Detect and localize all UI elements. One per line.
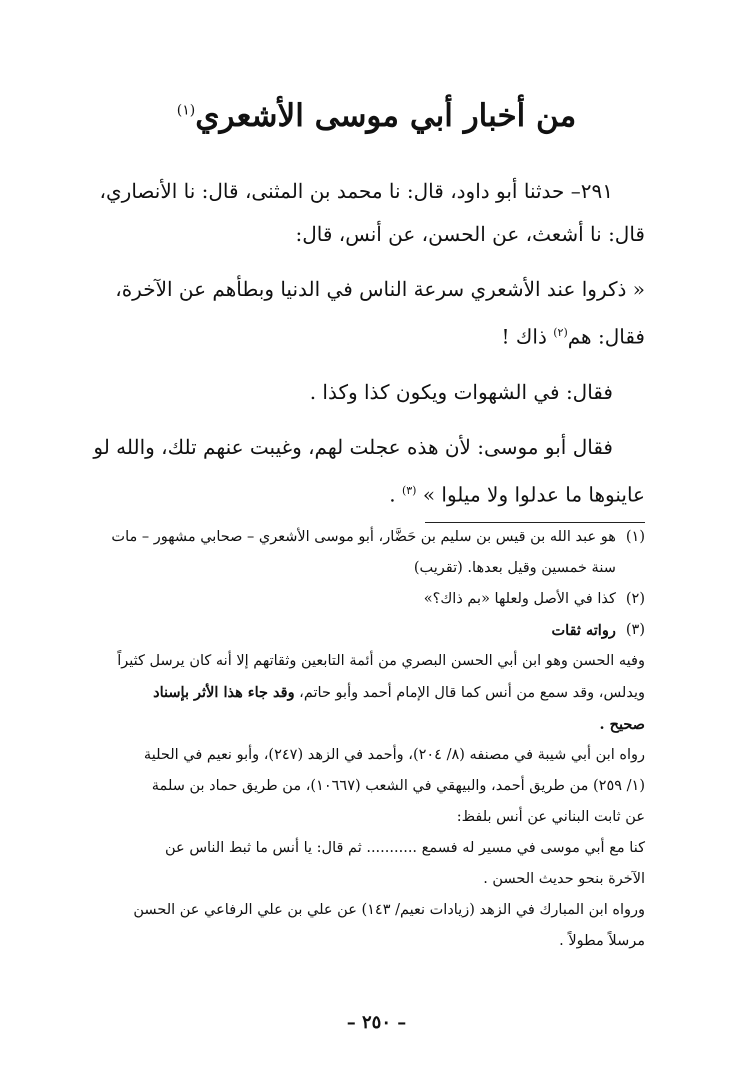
footnote-3-p4-line-2: مرسلاً مطولاً . xyxy=(559,933,645,949)
footnote-3-p1-text: ويدلس، وقد سمع من أنس كما قال الإمام أحمد وأبو حاتم، xyxy=(294,685,645,701)
page-number: – ٢٥٠ – xyxy=(346,1012,407,1033)
hadith-body xyxy=(70,170,645,516)
footnote-3-heading: رواته ثقات xyxy=(551,622,616,639)
footnote-2-text: كذا في الأصل ولعلها «بم ذاك؟» xyxy=(423,591,616,607)
hadith-line-4-text: فقال: هم xyxy=(567,324,645,349)
title-footnote-ref: (١) xyxy=(176,102,196,119)
hadith-line-7 xyxy=(70,469,645,517)
footnote-3-p4-line-1: ورواه ابن المبارك في الزهد (زيادات نعيم/ ١٤٣) عن علي بن علي الرفاعي عن الحسن xyxy=(133,902,645,918)
footnote-1 xyxy=(70,522,645,584)
hadith-line-3: « ذكروا عند الأشعري سرعة الناس في الدنيا وبطأهم عن الآخرة، xyxy=(115,277,645,301)
footnote-3-p2-line-3: عن ثابت البناني عن أنس بلفظ: xyxy=(456,809,645,825)
footnote-3-p1-line-2 xyxy=(70,677,645,709)
footnotes xyxy=(70,522,645,957)
footnote-3-p1-bold: وقد جاء هذا الأثر بإسناد xyxy=(153,684,295,701)
hadith-line-6: فقال أبو موسى: لأن هذه عجلت لهم، وغيبت عنهم تلك، والله لو xyxy=(93,434,613,459)
footnote-1-number: (١) xyxy=(625,529,645,545)
hadith-line-2: قال: نا أشعث، عن الحسن، عن أنس، قال: xyxy=(295,222,645,246)
hadith-line-7-end: . xyxy=(389,482,402,507)
footnote-ref-2: (٢) xyxy=(553,326,568,339)
footnote-3-number: (٣) xyxy=(625,622,645,638)
footnote-3-p3-line-1: كنا مع أبي موسى في مسير له فسمع ........... ثم قال: يا أنس ما ثبط الناس عن xyxy=(165,840,645,856)
footnote-3-p1-line-1: وفيه الحسن وهو ابن أبي الحسن البصري من أئمة التابعين وثقاتهم إلا أنه كان يرسل كثيراً xyxy=(117,653,645,669)
footnote-3-p3-line-2: الآخرة بنحو حديث الحسن . xyxy=(483,871,645,887)
footnote-3 xyxy=(70,615,645,646)
hadith-line-7-text: عاينوها ما عدلوا ولا ميلوا » xyxy=(416,482,645,507)
title-text: من أخبار أبي موسى الأشعري xyxy=(195,98,577,134)
hadith-line-4-end: ذاك ! xyxy=(501,324,554,349)
footnote-3-p2-line-1: رواه ابن أبي شيبة في مصنفه (٨/ ٢٠٤)، وأحمد في الزهد (٢٤٧)، وأبو نعيم في الحلية xyxy=(143,747,645,763)
hadith-line-1: ٢٩١– حدثنا أبو داود، قال: نا محمد بن المثنى، قال: نا الأنصاري، xyxy=(99,179,613,203)
footnote-ref-3: (٣) xyxy=(401,483,417,497)
footnote-2 xyxy=(70,584,645,615)
footnote-3-p1-line-3: صحيح . xyxy=(599,716,645,733)
page-title xyxy=(0,98,753,134)
footnote-3-p2-line-2: (١/ ٢٥٩) من طريق أحمد، والبيهقي في الشعب (١٠٦٦٧)، من طريق حماد بن سلمة xyxy=(151,778,645,794)
footnote-1-line-2: سنة خمسين وقيل بعدها. (تقريب) xyxy=(413,560,616,576)
footnote-2-number: (٢) xyxy=(625,591,645,607)
footnote-1-line-1: هو عبد الله بن قيس بن سليم بن حَضَّار، أبو موسى الأشعري – صحابي مشهور – مات xyxy=(111,529,616,545)
hadith-line-4 xyxy=(70,311,645,359)
hadith-line-5: فقال: في الشهوات ويكون كذا وكذا . xyxy=(309,379,613,404)
